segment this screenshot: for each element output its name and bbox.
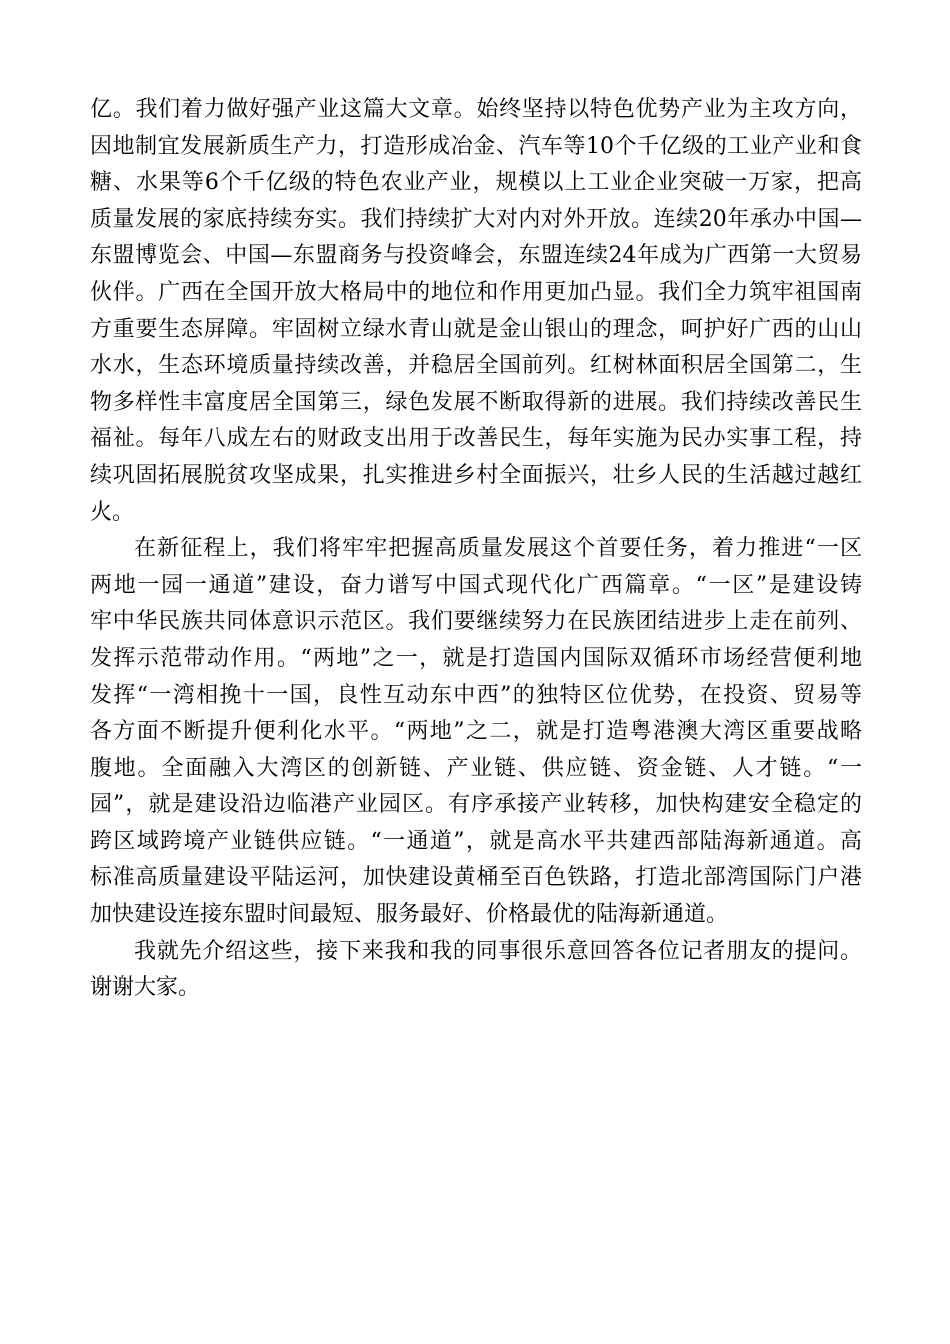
text-line: 各方面不断提升便利化水平。“两地”之二，就是打造粤港澳大湾区重要战略 xyxy=(90,719,862,745)
text-line: 发挥“一湾相挽十一国，良性互动东中西”的独特区位优势，在投资、贸易等 xyxy=(90,682,862,708)
text-line: 伙伴。广西在全国开放大格局中的地位和作用更加凸显。我们全力筑牢祖国南 xyxy=(90,279,862,305)
text-line: 两地一园一通道”建设，奋力谱写中国式现代化广西篇章。“一区”是建设铸 xyxy=(90,572,862,598)
text-line: 标准高质量建设平陆运河，加快建设黄桶至百色铁路，打造北部湾国际门户港 xyxy=(90,865,862,891)
paragraph-new-journey xyxy=(90,531,862,934)
text-line: 腹地。全面融入大湾区的创新链、产业链、供应链、资金链、人才链。“一 xyxy=(90,755,862,781)
paragraph-closing xyxy=(90,934,862,1007)
text-line: 火。 xyxy=(90,499,135,525)
text-line: 谢谢大家。 xyxy=(90,975,201,1001)
text-line: 在新征程上，我们将牢牢把握高质量发展这个首要任务，着力推进“一区 xyxy=(134,536,862,562)
text-line: 加快建设连接东盟时间最短、服务最好、价格最优的陆海新通道。 xyxy=(90,902,729,928)
document-page xyxy=(90,92,862,1007)
text-line: 水水，生态环境质量持续改善，并稳居全国前列。红树林面积居全国第二，生 xyxy=(90,353,862,379)
text-line: 因地制宜发展新质生产力，打造形成冶金、汽车等10个千亿级的工业产业和食 xyxy=(90,133,862,159)
paragraph-industry-opening xyxy=(90,92,862,531)
text-line: 亿。我们着力做好强产业这篇大文章。始终坚持以特色优势产业为主攻方向， xyxy=(90,97,862,122)
text-line: 牢中华民族共同体意识示范区。我们要继续努力在民族团结进步上走在前列、 xyxy=(90,609,862,635)
text-line: 续巩固拓展脱贫攻坚成果，扎实推进乡村全面振兴，壮乡人民的生活越过越红 xyxy=(90,462,862,488)
text-line: 东盟博览会、中国—东盟商务与投资峰会，东盟连续24年成为广西第一大贸易 xyxy=(90,243,862,269)
text-line: 我就先介绍这些，接下来我和我的同事很乐意回答各位记者朋友的提问。 xyxy=(134,938,862,964)
text-line: 糖、水果等6个千亿级的特色农业产业，规模以上工业企业突破一万家，把高 xyxy=(90,170,862,196)
text-line: 方重要生态屏障。牢固树立绿水青山就是金山银山的理念，呵护好广西的山山 xyxy=(90,316,862,342)
text-line: 发挥示范带动作用。“两地”之一，就是打造国内国际双循环市场经营便利地 xyxy=(90,645,862,671)
text-line: 物多样性丰富度居全国第三，绿色发展不断取得新的进展。我们持续改善民生 xyxy=(90,389,862,415)
text-line: 园”，就是建设沿边临港产业园区。有序承接产业转移，加快构建安全稳定的 xyxy=(90,792,862,818)
text-line: 质量发展的家底持续夯实。我们持续扩大对内对外开放。连续20年承办中国— xyxy=(90,206,862,232)
text-line: 跨区域跨境产业链供应链。“一通道”，就是高水平共建西部陆海新通道。高 xyxy=(90,828,862,854)
text-line: 福祉。每年八成左右的财政支出用于改善民生，每年实施为民办实事工程，持 xyxy=(90,426,862,452)
